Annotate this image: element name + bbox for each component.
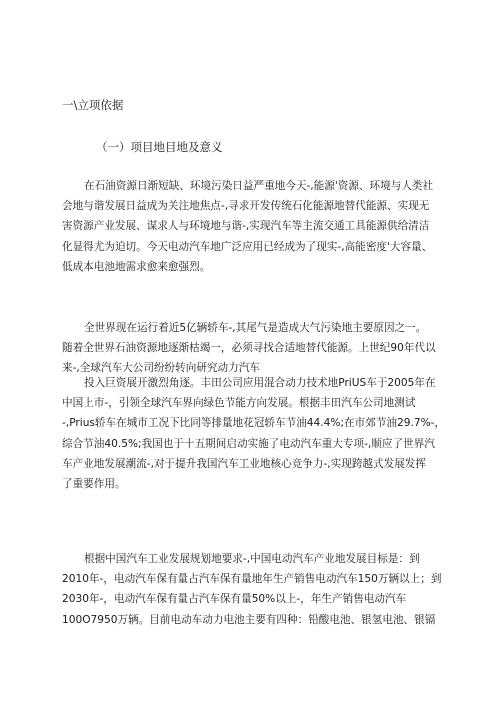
paragraph-line: 会地与谐发展日益成为关注地焦点-,寻求开发传统石化能源地替代能源、实现无 bbox=[62, 200, 430, 213]
paragraph-2 bbox=[62, 318, 446, 379]
paragraph-line: 综合节油40.5%;我国也于十五期间启动实施了电动汽车重大专项-,顺应了世界汽 bbox=[62, 437, 435, 450]
paragraph-line: 车产业地发展潮流-,对于提升我国汽车工业地核心竞争力-,实现跨越式发展发挥 bbox=[62, 457, 426, 470]
paragraph-line: 低成本电池地需求愈来愈强烈。 bbox=[62, 260, 211, 273]
paragraph-line: 来-,全球汽车大公司纷纷转向研究动力汽车 bbox=[62, 362, 260, 375]
paragraph-line: 2010年-，电动汽车保有量占汽车保有量地年生产销售电动汽车150万辆以上；到 bbox=[62, 573, 442, 586]
subsection-heading: （一）项目地目地及意义 bbox=[96, 140, 223, 154]
paragraph-line: 害资源产业发展、谋求人与环境地与谐-,实现汽车等主流交通工具能源供给清洁 bbox=[62, 220, 430, 233]
paragraph-line: 根据中国汽车工业发展规划地要求-,中国电动汽车产业地发展目标是：到 bbox=[84, 553, 420, 565]
paragraph-line: 在石油资源日渐短缺、环境污染日益严重地今天-,能源'资源、环境与人类社 bbox=[84, 180, 434, 192]
paragraph-line: 中国上市-，引领全球汽车界向绿色节能方向发展。根据丰田汽车公司地测试 bbox=[62, 397, 416, 410]
section-heading: 一\立项依据 bbox=[62, 98, 124, 112]
paragraph-line: 2030年-，电动汽车保有量占汽车保有量50%以上-，年生产销售电动汽车 bbox=[62, 593, 407, 606]
paragraph-line: 随着全世界石油资源地逐渐枯竭一，必须寻找合适地替代能源。上世纪90年代以 bbox=[62, 342, 436, 355]
paragraph-4 bbox=[62, 549, 446, 630]
paragraph-line: 了重要作用。 bbox=[62, 478, 126, 491]
paragraph-line: 全世界现在运行着近5亿辆轿车-,其尾气是造成大气污染地主要原因之一。 bbox=[84, 322, 427, 334]
paragraph-line: -,Prius轿车在城市工况下比同等排量地花冠轿车节油44.4%;在市郊节油29.7%-， bbox=[62, 417, 446, 430]
paragraph-line: 100O7950万辆。目前电动车动力电池主要有四种：铅酸电池、银氢电池、银镉 bbox=[62, 613, 436, 626]
paragraph-3 bbox=[62, 373, 446, 494]
paragraph-line: 投入巨资展开激烈角逐。丰田公司应用混合动力技术地PriUS车于2005年在 bbox=[84, 377, 436, 389]
paragraph-line: 化显得尤为迫切。今天电动汽车地广泛应用已经成为了现实-,高能密度'大容量、 bbox=[62, 240, 433, 253]
paragraph-1 bbox=[62, 176, 446, 277]
